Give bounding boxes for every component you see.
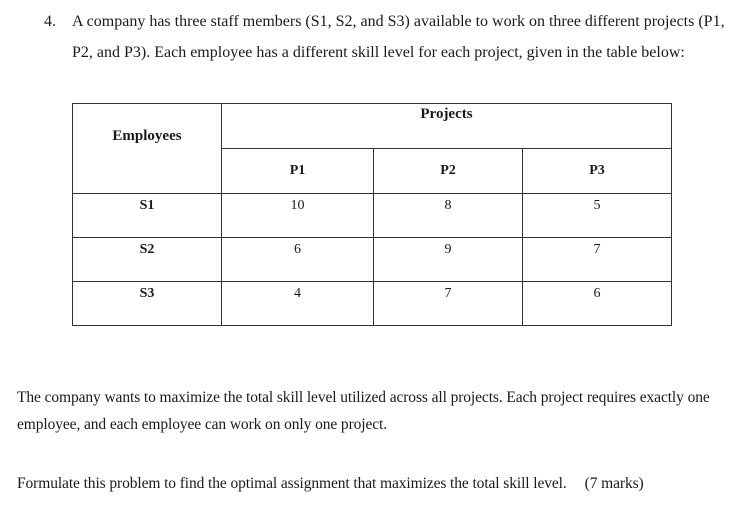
projects-header: Projects: [222, 104, 672, 149]
table-cell: 8: [374, 194, 523, 238]
table-cell: 4: [222, 282, 374, 326]
column-header-p1: P1: [222, 149, 374, 194]
problem-description: The company wants to maximize the total skill level utilized across all projects. Each project requires exactly one employee, and each employee can work on only one project.: [17, 389, 710, 433]
column-header-p3: P3: [523, 149, 672, 194]
row-label: S1: [73, 194, 222, 238]
employees-header: Employees: [73, 104, 222, 194]
table-cell: 7: [523, 238, 672, 282]
row-label: S3: [73, 282, 222, 326]
question-text: A company has three staff members (S1, S2, and S3) available to work on three different projects (P1, P2, and P3). Each employee has a different skill level for each project, given in the table below:: [72, 13, 725, 61]
question-block: [44, 6, 744, 68]
table-cell: 10: [222, 194, 374, 238]
column-header-p2: P2: [374, 149, 523, 194]
table-row: [73, 238, 672, 282]
table-cell: 5: [523, 194, 672, 238]
table-header-row: [73, 104, 672, 149]
skill-table: [72, 103, 672, 326]
question-number: 4.: [44, 13, 56, 30]
marks-label: (7 marks): [584, 475, 644, 492]
table-cell: 6: [222, 238, 374, 282]
task-instruction: [17, 470, 742, 497]
table-cell: 9: [374, 238, 523, 282]
table-row: [73, 282, 672, 326]
table-cell: 7: [374, 282, 523, 326]
table-cell: 6: [523, 282, 672, 326]
table-row: [73, 194, 672, 238]
instruction-text: Formulate this problem to find the optimal assignment that maximizes the total skill level.: [17, 475, 567, 492]
skill-table-container: [72, 103, 672, 326]
row-label: S2: [73, 238, 222, 282]
